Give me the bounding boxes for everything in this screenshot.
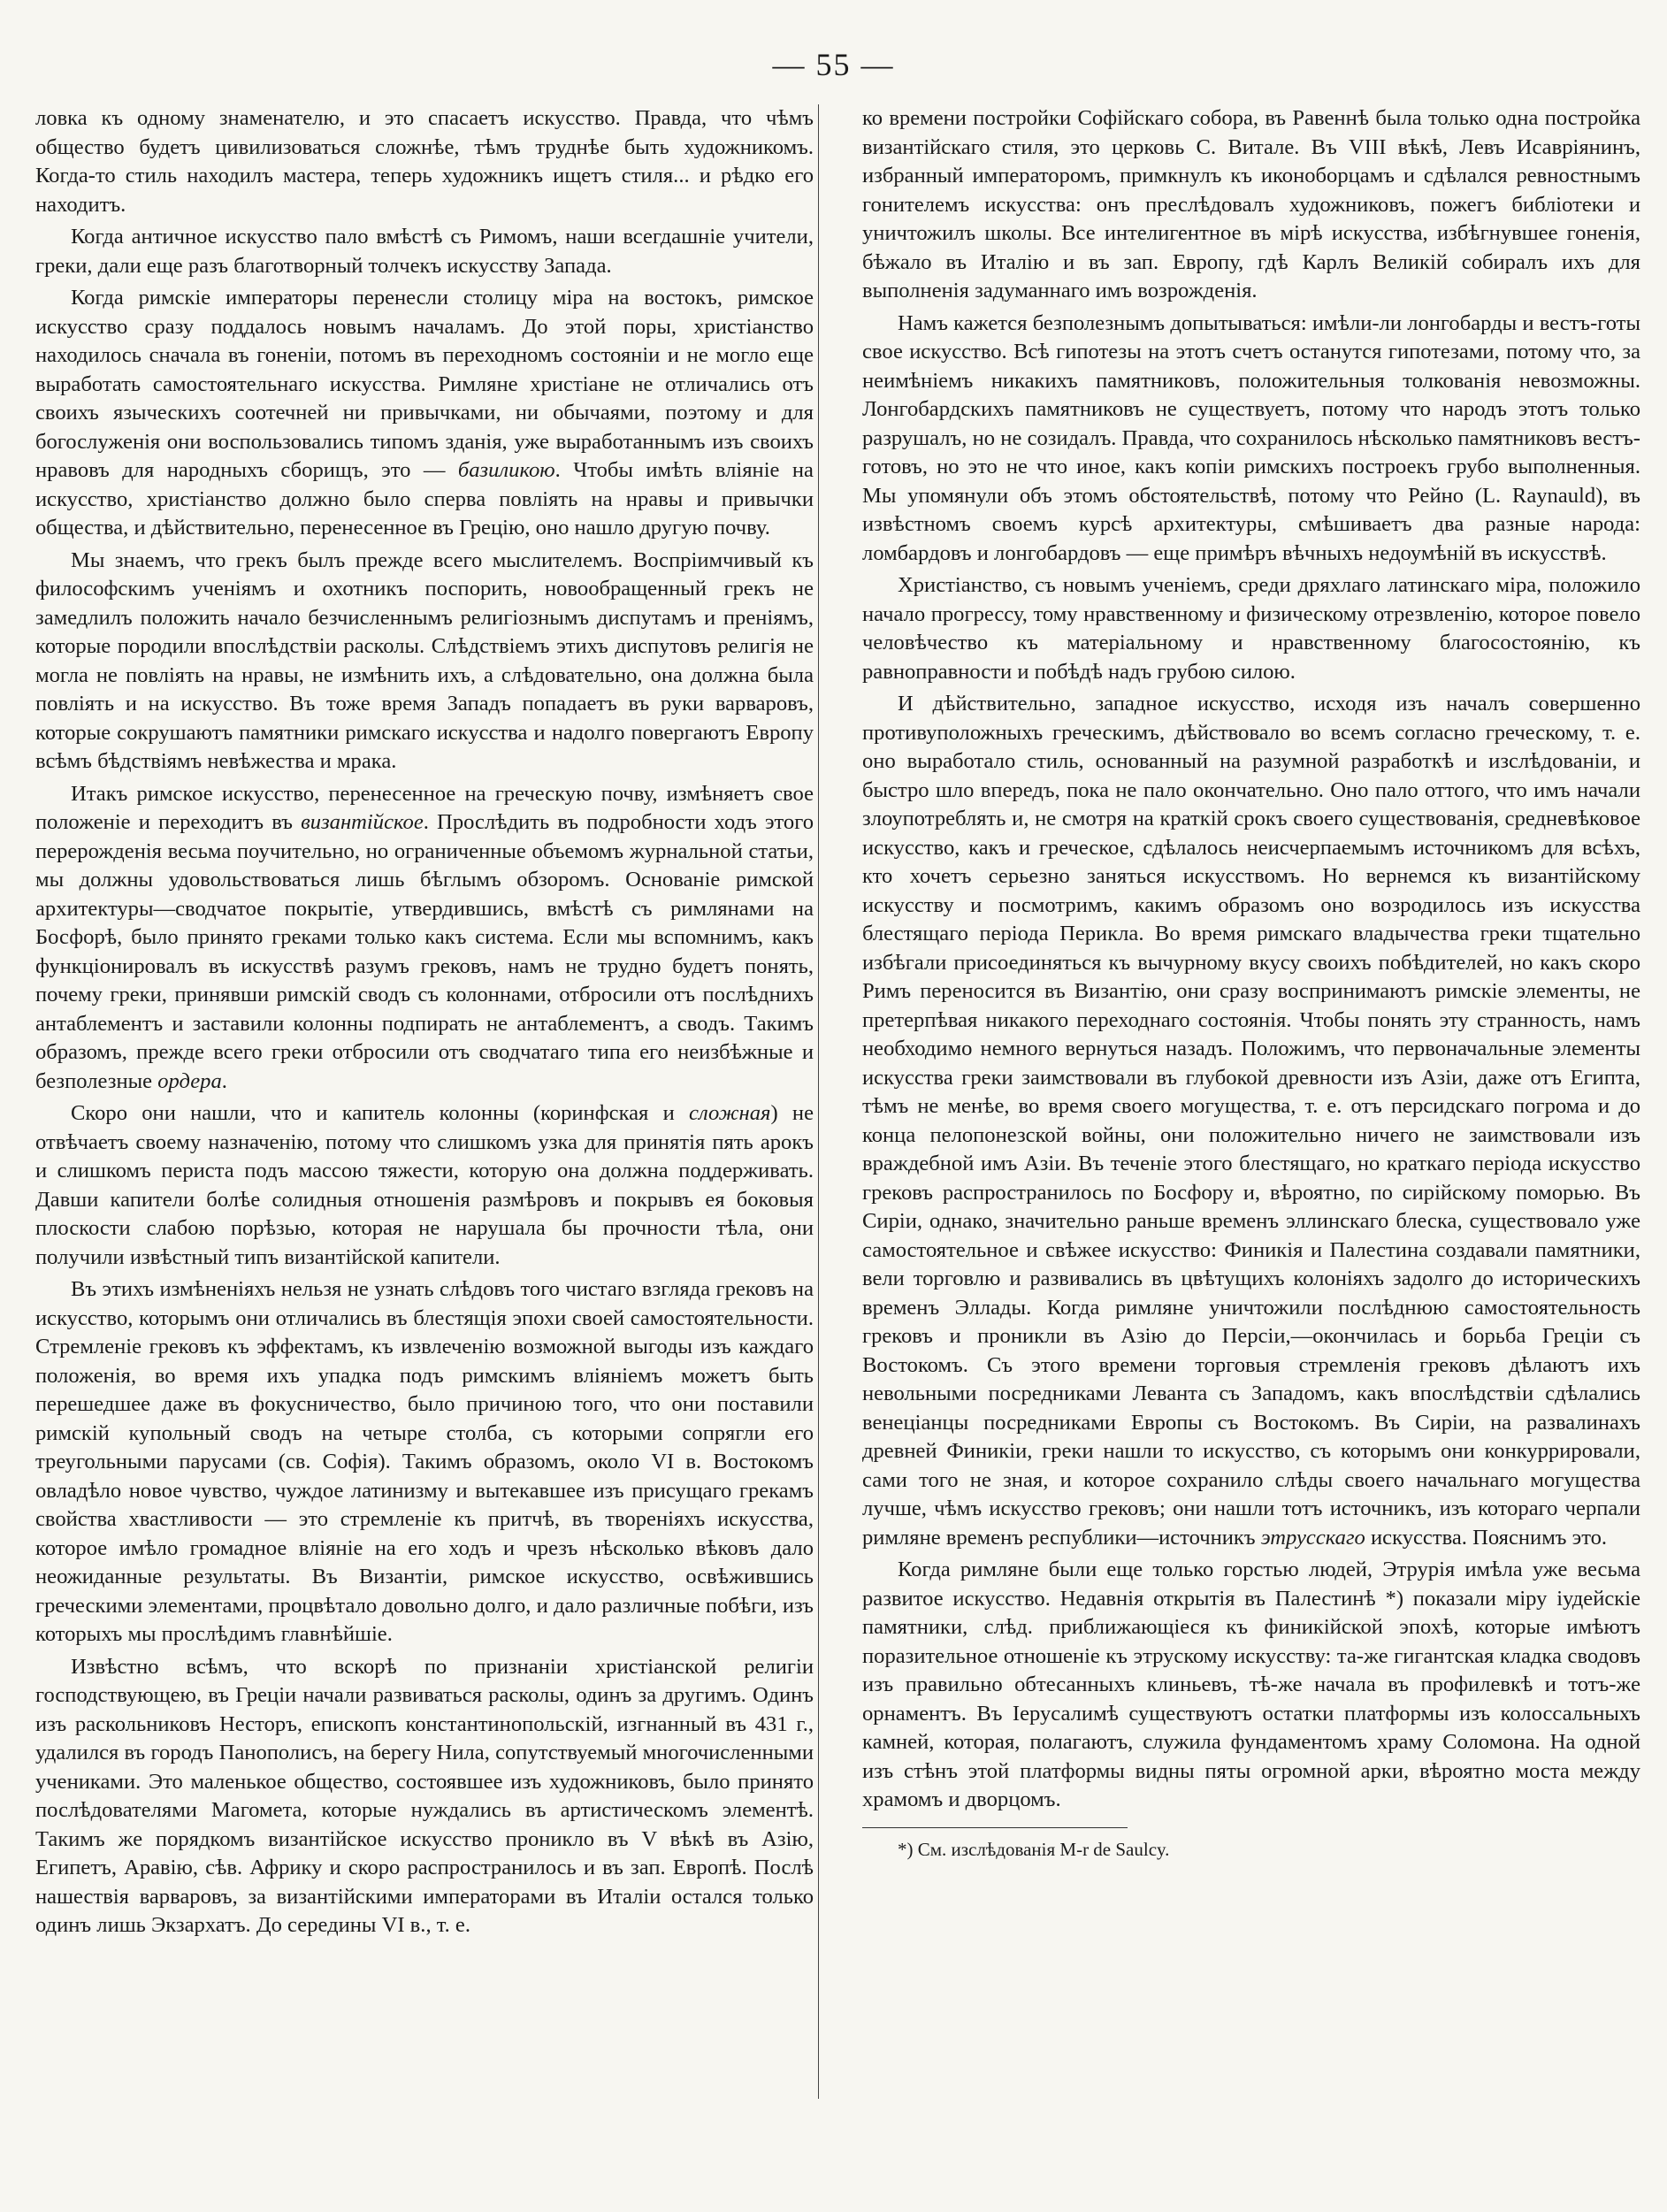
text-run: Итакъ римское искусство, перенесенное на греческую почву, измѣняетъ свое положеніе и переходитъ въ bbox=[35, 781, 814, 834]
column-divider bbox=[818, 104, 819, 2099]
italic-term: византійское bbox=[301, 810, 424, 834]
italic-term: сложная bbox=[689, 1101, 771, 1125]
paragraph bbox=[35, 284, 814, 543]
text-run: И дѣйствительно, западное искусство, исходя изъ началъ совершенно противуположныхъ греческимъ, дѣйствовало во всемъ согласно греческому, т. е. оно выработало стиль, основанный на разумной разработкѣ и изслѣдованіи, и быстро шло впередъ, пока не пало окончательно. Оно пало оттого, что имъ начали злоупотреблять и, не смотря на краткій срокъ своего существованія, средневѣковое искусство, какъ и греческое, сдѣлалось неисчерпаемымъ источникомъ для всѣхъ, кто хочетъ серьезно заняться искусствомъ. Но вернемся къ византійскому искусству и посмотримъ, какимъ образомъ оно возродилось изъ искусства блестящаго періода Перикла. Во время римскаго владычества греки тщательно избѣгали присоединяться къ вычурному вкусу своихъ побѣдителей, но какъ скоро Римъ переносится въ Византію, они сразу воспринимаютъ римскіе элементы, не претерпѣвая никакого переходнаго состоянія. Чтобы понять эту странность, намъ необходимо немного вернуться назадъ. Положимъ, что первоначальные элементы искусства греки заимствовали въ глубокой древности изъ Азіи, даже отъ Египта, тѣмъ не менѣе, во время своего могущества, т. е. отъ персидскаго погрома и до конца пелопонезской войны, они положительно ничего не заимствовали изъ враждебной имъ Азіи. Въ теченіе этого блестящаго, но краткаго періода искусство грековъ распространилось по Босфору и, вѣроятно, по сирійскому поморью. Въ Сиріи, однако, значительно раньше временъ эллинскаго блеска, существовало уже самостоятельное и свѣжее искусство: Финикія и Палестина создавали памятники, вели торговлю и развивались въ цвѣтущихъ колоніяхъ задолго до историческихъ временъ Эллады. Когда римляне уничтожили послѣднюю самостоятельность грековъ и проникли въ Азію до Персіи,—окончилась и борьба Греціи съ Востокомъ. Съ этого времени торговыя стремленія грековъ дѣлаютъ ихъ невольными посредниками Леванта съ Западомъ, какъ впослѣдствіи сдѣлались венеціанцы посредниками Европы съ Востокомъ. Въ Сиріи, на развалинахъ древней Финикіи, греки нашли то искусство, съ которымъ они конкуррировали, сами того не зная, и которое сохранило слѣды своего начальнаго могущества лучше, чѣмъ искусство грековъ; они нашли тотъ источникъ, изъ котораго черпали римляне временъ республики—источникъ bbox=[862, 692, 1640, 1550]
paragraph: ко времени постройки Софійскаго собора, въ Равеннѣ была только одна постройка византійскаго стиля, это церковь С. Витале. Въ VIII вѣкѣ, Левъ Исавріянинъ, избранный императоромъ, примкнулъ къ иконоборцамъ и сдѣлался ревностнымъ гонителемъ искусства: онъ преслѣдовалъ художниковъ, пожегъ библіотеки и уничтожилъ школы. Все интелигентное въ мірѣ искусства, избѣгнувшее гоненія, бѣжало въ Италію и въ зап. Европу, гдѣ Карлъ Великій собиралъ ихъ для выполненія задуманнаго имъ возрожденія. bbox=[862, 106, 1640, 302]
italic-term: ордера bbox=[157, 1068, 222, 1093]
paragraph bbox=[862, 690, 1640, 1552]
paragraph: Намъ кажется безполезнымъ допытываться: имѣли-ли лонгобарды и вестъ-готы свое искусство. Всѣ гипотезы на этотъ счетъ останутся гипотезами, потому что, за неимѣніемъ никакихъ памятниковъ, положительныя толкованія невозможны. Лонгобардскихъ памятниковъ не существуетъ, потому что народъ этотъ только разрушалъ, но не созидалъ. Правда, что сохранилось нѣсколько памятниковъ вестъ-готовъ, но это не что иное, какъ копіи римскихъ построекъ грубо выполненныя. Мы упомянули объ этомъ обстоятельствѣ, потому что Рейно (L. Raynauld), въ извѣстномъ своемъ курсѣ архитектуры, смѣшиваетъ два разные народа: ломбардовъ и лонгобардовъ — еще примѣръ вѣчныхъ недоумѣній въ искусствѣ. bbox=[862, 310, 1640, 565]
paragraph: Въ этихъ измѣненіяхъ нельзя не узнать слѣдовъ того чистаго взгляда грековъ на искусство, которымъ они отличались въ блестящія эпохи своей самостоятельности. Стремленіе грековъ къ эффектамъ, къ извлеченію возможной выгоды изъ каждаго положенія, во время ихъ упадка подъ римскимъ вліяніемъ можетъ быть перешедшее даже въ фокусничество, было причиною того, что они поставили римскій купольный сводъ на четыре столба, съ которыми сопрягли его треугольными парусами (св. Софія). Такимъ образомъ, около VI в. Востокомъ овладѣло новое чувство, чуждое латинизму и вытекавшее изъ присущаго грекамъ свойства хвастливости — это стремленіе къ притчѣ, въ твореніяхъ искусства, которое имѣло громадное вліяніе на его ходъ и чрезъ нѣсколько вѣковъ дало неожиданные результаты. Въ Византіи, римское искусство, освѣжившись греческими элементами, процвѣтало довольно долго, и дало различные побѣги, изъ которыхъ мы прослѣдимъ главнѣйшіе. bbox=[35, 1277, 814, 1646]
page-number: — 55 — bbox=[772, 47, 895, 82]
footnote: *) См. изслѣдованія M-r de Saulcy. bbox=[898, 1838, 1170, 1860]
paragraph: Когда античное искусство пало вмѣстѣ съ Римомъ, наши всегдашніе учители, греки, дали еще разъ благотворный толчекъ искусству Запада. bbox=[35, 225, 814, 278]
paragraph: Мы знаемъ, что грекъ былъ прежде всего мыслителемъ. Воспріимчивый къ философскимъ ученіямъ и охотникъ поспорить, новообращенный грекъ не замедлилъ положить начало безчисленнымъ религіознымъ диспутамъ и преніямъ, которые породили впослѣдствіи расколы. Слѣдствіемъ этихъ диспутовъ религія не могла не повліять на нравы, не измѣнить ихъ, а слѣдовательно, она должна была повліять и на искусство. Въ тоже время Западъ попадаетъ въ руки варваровъ, которые сокрушаютъ памятники римскаго искусства и надолго повергаютъ Европу всѣмъ бѣдствіямъ невѣжества и мрака. bbox=[35, 547, 814, 773]
paragraph: Христіанство, съ новымъ ученіемъ, среди дряхлаго латинскаго міра, положило начало прогрессу, тому нравственному и физическому отрезвленію, которое повело человѣчество къ матеріальному и нравственному благосостоянію, къ равноправности и побѣдѣ надъ грубою силою. bbox=[862, 573, 1640, 684]
paragraph bbox=[35, 1099, 814, 1272]
text-run: ) не отвѣчаетъ своему назначенію, потому что слишкомъ узка для принятія пять арокъ и слишкомъ периста подъ массою тяжести, которую она должна поддерживать. Давши капители болѣе солидныя отношенія размѣровъ и покрывъ ея боковыя плоскости слабою порѣзью, которая не нарушала бы прочности тѣла, они получили извѣстный типъ византійской капители. bbox=[35, 1101, 814, 1269]
text-run: . bbox=[221, 1068, 227, 1093]
paragraph bbox=[35, 780, 814, 1097]
paragraph: Извѣстно всѣмъ, что вскорѣ по признаніи христіанской религіи господствующею, въ Греціи начали развиваться расколы, одинъ за другимъ. Одинъ изъ раскольниковъ Несторъ, епископъ константинопольскій, изгнанный въ 431 г., удалился въ городъ Панополисъ, на берегу Нила, сопутствуемый многочисленными учениками. Это маленькое общество, состоявшее изъ художниковъ, было принято послѣдователями Магомета, которые нуждались въ артистическомъ элементѣ. Такимъ же порядкомъ византійское искусство проникло въ V вѣкѣ въ Азію, Египетъ, Аравію, сѣв. Африку и скоро распространилось и въ зап. Европѣ. Послѣ нашествія варваровъ, за византійскими императорами въ Италіи остался только одинъ лишь Экзархатъ. До середины VI в., т. е. bbox=[35, 1654, 814, 1937]
text-run: . Прослѣдить въ подробности ходъ этого перерожденія весьма поучительно, но ограниченные объемомъ журнальной статьи, мы должны удовольствоваться лишь бѣглымъ обзоромъ. Основаніе римской архитектуры—сводчатое покрытіе, утвердившись, вмѣстѣ съ римлянами на Босфорѣ, было принято греками только какъ система. Если мы вспомнимъ, какъ функціонировалъ въ искусствѣ разумъ грековъ, намъ не трудно будетъ понять, почему греки, принявши римскій сводъ съ колоннами, отбросили отъ послѣднихъ антаблементъ и заставили колонны подпирать не антаблементъ, а сводъ. Такимъ образомъ, прежде всего греки отбросили отъ сводчатаго типа его неизбѣжные и безполезные bbox=[35, 810, 814, 1093]
text-run: Скоро они нашли, что и капитель колонны (коринфская и bbox=[71, 1101, 675, 1125]
right-column bbox=[862, 104, 1640, 1865]
paragraph: ловка къ одному знаменателю, и это спасаетъ искусство. Правда, что чѣмъ общество будетъ цивилизоваться сложнѣе, тѣмъ труднѣе быть художникомъ. Когда-то стиль находилъ мастера, теперь художникъ ищетъ стиля... и рѣдко его находитъ. bbox=[35, 106, 814, 217]
text-run: искусства. Пояснимъ это. bbox=[1371, 1525, 1608, 1550]
paragraph: Когда римляне были еще только горстью людей, Этрурія имѣла уже весьма развитое искусство. Недавнія открытія въ Палестинѣ *) показали міру іудейскіе памятники, слѣд. приближающіеся къ финикійской эпохѣ, которые имѣютъ поразительное отношеніе къ этрускому искусству: та-же гигантская кладка сводовъ изъ правильно обтесанныхъ клиньевъ, тѣ-же начала въ профилевкѣ и тотъ-же орнаментъ. Въ Іерусалимѣ существуютъ остатки платформы изъ колоссальныхъ камней, которая, полагаютъ, служила фундаментомъ храму Соломона. На одной изъ стѣнъ этой платформы видны пяты огромной арки, вѣроятно моста между храмомъ и дворцомъ. bbox=[862, 1558, 1640, 1811]
italic-term: этрусскаго bbox=[1260, 1525, 1365, 1550]
footnote-rule bbox=[862, 1827, 1128, 1828]
text-run: Когда римскіе императоры перенесли столицу міра на востокъ, римское искусство сразу поддалось новымъ началамъ. До этой поры, христіанство находилось сначала въ гоненіи, потомъ въ переходномъ состояніи и не могло еще выработать самостоятельнаго искусства. Римляне христіане не отличались отъ своихъ языческихъ соотечней ни привычками, ни обычаями, поэтому и для богослуженія они воспользовались типомъ зданія, уже выработаннымъ изъ своихъ нравовъ для народныхъ сборищъ, это — bbox=[35, 286, 814, 482]
left-column bbox=[35, 104, 814, 1944]
text-run: . Чтобы имѣть вліяніе на искусство, христіанство должно было сперва повліять на нравы и привычки общества, и дѣйствительно, перенесенное въ Грецію, оно нашло другую почву. bbox=[35, 458, 814, 540]
italic-term: базиликою bbox=[457, 458, 555, 482]
